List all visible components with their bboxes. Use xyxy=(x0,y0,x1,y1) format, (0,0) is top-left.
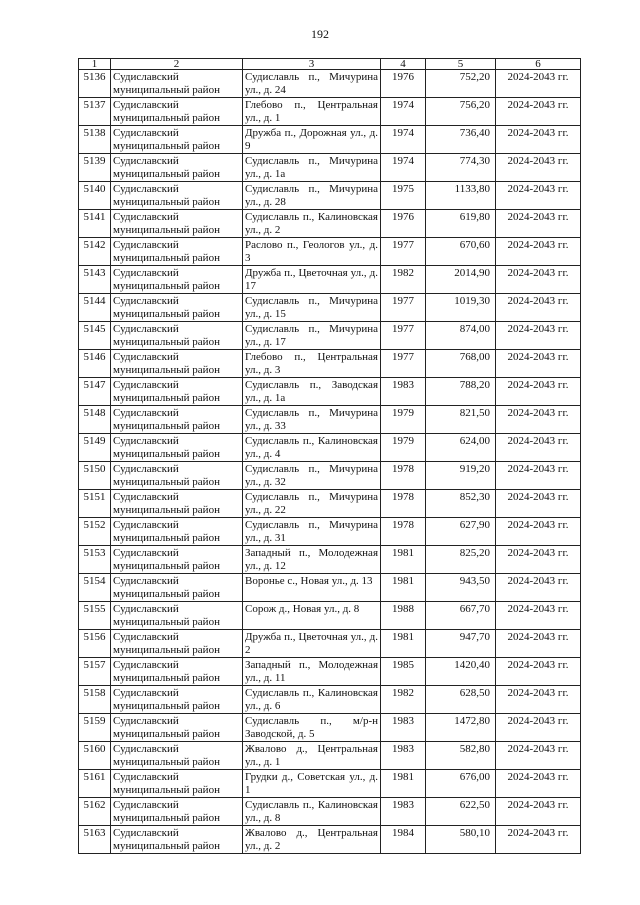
cell-address: Судиславль п., Мичурина ул., д. 28 xyxy=(243,182,381,210)
cell-address: Грудки д., Советская ул., д. 1 xyxy=(243,770,381,798)
cell-address: Воронье с., Новая ул., д. 13 xyxy=(243,574,381,602)
cell-number: 5136 xyxy=(79,70,111,98)
cell-address: Судиславль п., Мичурина ул., д. 1а xyxy=(243,154,381,182)
column-number: 2 xyxy=(111,59,243,70)
cell-year: 1983 xyxy=(381,742,426,770)
cell-number: 5147 xyxy=(79,378,111,406)
cell-period: 2024-2043 гг. xyxy=(496,742,581,770)
cell-area: 752,20 xyxy=(426,70,496,98)
table-row xyxy=(79,798,581,826)
cell-year: 1983 xyxy=(381,798,426,826)
cell-district: Судиславский муниципальный район xyxy=(111,126,243,154)
cell-period: 2024-2043 гг. xyxy=(496,434,581,462)
table-row xyxy=(79,70,581,98)
cell-address: Судиславль п., Мичурина ул., д. 24 xyxy=(243,70,381,98)
cell-year: 1974 xyxy=(381,126,426,154)
cell-district: Судиславский муниципальный район xyxy=(111,154,243,182)
cell-year: 1983 xyxy=(381,714,426,742)
cell-year: 1977 xyxy=(381,322,426,350)
cell-year: 1974 xyxy=(381,98,426,126)
cell-district: Судиславский муниципальный район xyxy=(111,826,243,854)
table-row xyxy=(79,742,581,770)
cell-address: Судиславль п., Мичурина ул., д. 32 xyxy=(243,462,381,490)
cell-period: 2024-2043 гг. xyxy=(496,686,581,714)
cell-address: Судиславль п., Мичурина ул., д. 17 xyxy=(243,322,381,350)
cell-year: 1978 xyxy=(381,518,426,546)
cell-period: 2024-2043 гг. xyxy=(496,602,581,630)
table-row xyxy=(79,126,581,154)
cell-year: 1976 xyxy=(381,70,426,98)
cell-period: 2024-2043 гг. xyxy=(496,238,581,266)
column-number-row xyxy=(79,59,581,70)
cell-year: 1982 xyxy=(381,686,426,714)
table-row xyxy=(79,154,581,182)
cell-number: 5153 xyxy=(79,546,111,574)
cell-district: Судиславский муниципальный район xyxy=(111,630,243,658)
register-table xyxy=(78,58,581,854)
cell-address: Жвалово д., Центральная ул., д. 2 xyxy=(243,826,381,854)
column-number: 5 xyxy=(426,59,496,70)
cell-address: Глебово п., Центральная ул., д. 1 xyxy=(243,98,381,126)
cell-period: 2024-2043 гг. xyxy=(496,98,581,126)
cell-area: 628,50 xyxy=(426,686,496,714)
cell-district: Судиславский муниципальный район xyxy=(111,238,243,266)
cell-area: 2014,90 xyxy=(426,266,496,294)
cell-number: 5139 xyxy=(79,154,111,182)
table-row xyxy=(79,210,581,238)
cell-area: 670,60 xyxy=(426,238,496,266)
cell-period: 2024-2043 гг. xyxy=(496,406,581,434)
cell-area: 619,80 xyxy=(426,210,496,238)
cell-period: 2024-2043 гг. xyxy=(496,322,581,350)
cell-area: 825,20 xyxy=(426,546,496,574)
cell-year: 1978 xyxy=(381,490,426,518)
cell-address: Судиславль п., Мичурина ул., д. 15 xyxy=(243,294,381,322)
cell-period: 2024-2043 гг. xyxy=(496,266,581,294)
cell-period: 2024-2043 гг. xyxy=(496,826,581,854)
cell-district: Судиславский муниципальный район xyxy=(111,294,243,322)
table-row xyxy=(79,826,581,854)
cell-area: 756,20 xyxy=(426,98,496,126)
cell-district: Судиславский муниципальный район xyxy=(111,462,243,490)
cell-number: 5162 xyxy=(79,798,111,826)
table-row xyxy=(79,462,581,490)
cell-year: 1981 xyxy=(381,630,426,658)
table-row xyxy=(79,714,581,742)
cell-area: 667,70 xyxy=(426,602,496,630)
table-row xyxy=(79,238,581,266)
cell-area: 1472,80 xyxy=(426,714,496,742)
column-number: 3 xyxy=(243,59,381,70)
cell-period: 2024-2043 гг. xyxy=(496,546,581,574)
table-row xyxy=(79,770,581,798)
cell-year: 1974 xyxy=(381,154,426,182)
cell-year: 1988 xyxy=(381,602,426,630)
cell-area: 622,50 xyxy=(426,798,496,826)
cell-number: 5141 xyxy=(79,210,111,238)
cell-period: 2024-2043 гг. xyxy=(496,154,581,182)
cell-period: 2024-2043 гг. xyxy=(496,294,581,322)
cell-area: 852,30 xyxy=(426,490,496,518)
cell-period: 2024-2043 гг. xyxy=(496,490,581,518)
cell-period: 2024-2043 гг. xyxy=(496,350,581,378)
cell-district: Судиславский муниципальный район xyxy=(111,98,243,126)
cell-number: 5150 xyxy=(79,462,111,490)
cell-address: Дружба п., Дорожная ул., д. 9 xyxy=(243,126,381,154)
table-row xyxy=(79,322,581,350)
cell-year: 1983 xyxy=(381,378,426,406)
cell-year: 1981 xyxy=(381,574,426,602)
cell-area: 821,50 xyxy=(426,406,496,434)
cell-district: Судиславский муниципальный район xyxy=(111,490,243,518)
table-row xyxy=(79,98,581,126)
cell-district: Судиславский муниципальный район xyxy=(111,574,243,602)
cell-number: 5138 xyxy=(79,126,111,154)
cell-number: 5159 xyxy=(79,714,111,742)
cell-district: Судиславский муниципальный район xyxy=(111,182,243,210)
cell-address: Дружба п., Цветочная ул., д. 2 xyxy=(243,630,381,658)
cell-address: Западный п., Молодежная ул., д. 12 xyxy=(243,546,381,574)
table-row xyxy=(79,182,581,210)
cell-address: Судиславль п., Заводская ул., д. 1а xyxy=(243,378,381,406)
cell-number: 5142 xyxy=(79,238,111,266)
cell-number: 5137 xyxy=(79,98,111,126)
cell-address: Раслово п., Геологов ул., д. 3 xyxy=(243,238,381,266)
cell-area: 788,20 xyxy=(426,378,496,406)
cell-district: Судиславский муниципальный район xyxy=(111,546,243,574)
cell-area: 736,40 xyxy=(426,126,496,154)
table-row xyxy=(79,490,581,518)
cell-number: 5158 xyxy=(79,686,111,714)
cell-year: 1981 xyxy=(381,546,426,574)
cell-period: 2024-2043 гг. xyxy=(496,714,581,742)
column-number: 6 xyxy=(496,59,581,70)
cell-area: 1133,80 xyxy=(426,182,496,210)
cell-year: 1982 xyxy=(381,266,426,294)
cell-area: 624,00 xyxy=(426,434,496,462)
cell-year: 1978 xyxy=(381,462,426,490)
table-row xyxy=(79,630,581,658)
cell-period: 2024-2043 гг. xyxy=(496,210,581,238)
cell-number: 5161 xyxy=(79,770,111,798)
table-row xyxy=(79,518,581,546)
cell-number: 5146 xyxy=(79,350,111,378)
cell-address: Глебово п., Центральная ул., д. 3 xyxy=(243,350,381,378)
cell-address: Дружба п., Цветочная ул., д. 17 xyxy=(243,266,381,294)
cell-address: Судиславль п., Мичурина ул., д. 31 xyxy=(243,518,381,546)
cell-district: Судиславский муниципальный район xyxy=(111,770,243,798)
cell-number: 5160 xyxy=(79,742,111,770)
cell-period: 2024-2043 гг. xyxy=(496,574,581,602)
cell-period: 2024-2043 гг. xyxy=(496,378,581,406)
cell-district: Судиславский муниципальный район xyxy=(111,378,243,406)
cell-number: 5148 xyxy=(79,406,111,434)
cell-district: Судиславский муниципальный район xyxy=(111,518,243,546)
cell-number: 5163 xyxy=(79,826,111,854)
cell-district: Судиславский муниципальный район xyxy=(111,266,243,294)
cell-district: Судиславский муниципальный район xyxy=(111,434,243,462)
cell-district: Судиславский муниципальный район xyxy=(111,322,243,350)
column-number: 4 xyxy=(381,59,426,70)
cell-area: 676,00 xyxy=(426,770,496,798)
cell-year: 1984 xyxy=(381,826,426,854)
cell-district: Судиславский муниципальный район xyxy=(111,798,243,826)
cell-number: 5140 xyxy=(79,182,111,210)
table-row xyxy=(79,574,581,602)
cell-number: 5145 xyxy=(79,322,111,350)
cell-period: 2024-2043 гг. xyxy=(496,630,581,658)
cell-number: 5152 xyxy=(79,518,111,546)
cell-year: 1977 xyxy=(381,294,426,322)
table-row xyxy=(79,434,581,462)
cell-number: 5143 xyxy=(79,266,111,294)
cell-period: 2024-2043 гг. xyxy=(496,770,581,798)
cell-address: Судиславль п., Калиновская ул., д. 2 xyxy=(243,210,381,238)
cell-period: 2024-2043 гг. xyxy=(496,70,581,98)
cell-area: 943,50 xyxy=(426,574,496,602)
cell-district: Судиславский муниципальный район xyxy=(111,350,243,378)
cell-address: Сорож д., Новая ул., д. 8 xyxy=(243,602,381,630)
cell-address: Судиславль п., Мичурина ул., д. 33 xyxy=(243,406,381,434)
cell-district: Судиславский муниципальный район xyxy=(111,210,243,238)
cell-period: 2024-2043 гг. xyxy=(496,798,581,826)
cell-address: Судиславль п., м/р-н Заводской, д. 5 xyxy=(243,714,381,742)
cell-year: 1979 xyxy=(381,406,426,434)
cell-address: Судиславль п., Калиновская ул., д. 8 xyxy=(243,798,381,826)
cell-area: 1420,40 xyxy=(426,658,496,686)
cell-district: Судиславский муниципальный район xyxy=(111,602,243,630)
table-row xyxy=(79,602,581,630)
cell-year: 1975 xyxy=(381,182,426,210)
cell-district: Судиславский муниципальный район xyxy=(111,714,243,742)
cell-district: Судиславский муниципальный район xyxy=(111,742,243,770)
table-row xyxy=(79,406,581,434)
cell-address: Судиславль п., Калиновская ул., д. 6 xyxy=(243,686,381,714)
cell-area: 1019,30 xyxy=(426,294,496,322)
cell-district: Судиславский муниципальный район xyxy=(111,658,243,686)
cell-period: 2024-2043 гг. xyxy=(496,658,581,686)
table-row xyxy=(79,546,581,574)
cell-address: Судиславль п., Мичурина ул., д. 22 xyxy=(243,490,381,518)
cell-district: Судиславский муниципальный район xyxy=(111,406,243,434)
cell-year: 1979 xyxy=(381,434,426,462)
cell-number: 5151 xyxy=(79,490,111,518)
table-row xyxy=(79,294,581,322)
cell-address: Западный п., Молодежная ул., д. 11 xyxy=(243,658,381,686)
table-row xyxy=(79,658,581,686)
cell-address: Жвалово д., Центральная ул., д. 1 xyxy=(243,742,381,770)
cell-period: 2024-2043 гг. xyxy=(496,462,581,490)
table-row xyxy=(79,378,581,406)
cell-area: 947,70 xyxy=(426,630,496,658)
cell-area: 774,30 xyxy=(426,154,496,182)
cell-area: 768,00 xyxy=(426,350,496,378)
cell-address: Судиславль п., Калиновская ул., д. 4 xyxy=(243,434,381,462)
cell-area: 874,00 xyxy=(426,322,496,350)
cell-district: Судиславский муниципальный район xyxy=(111,70,243,98)
table-row xyxy=(79,350,581,378)
cell-number: 5156 xyxy=(79,630,111,658)
cell-number: 5154 xyxy=(79,574,111,602)
table-row xyxy=(79,686,581,714)
cell-area: 582,80 xyxy=(426,742,496,770)
cell-year: 1977 xyxy=(381,350,426,378)
cell-number: 5149 xyxy=(79,434,111,462)
cell-year: 1976 xyxy=(381,210,426,238)
cell-number: 5157 xyxy=(79,658,111,686)
cell-year: 1977 xyxy=(381,238,426,266)
table-row xyxy=(79,266,581,294)
cell-number: 5144 xyxy=(79,294,111,322)
cell-district: Судиславский муниципальный район xyxy=(111,686,243,714)
cell-period: 2024-2043 гг. xyxy=(496,182,581,210)
cell-area: 627,90 xyxy=(426,518,496,546)
cell-period: 2024-2043 гг. xyxy=(496,518,581,546)
page-number: 192 xyxy=(311,27,329,41)
cell-period: 2024-2043 гг. xyxy=(496,126,581,154)
cell-area: 919,20 xyxy=(426,462,496,490)
cell-year: 1985 xyxy=(381,658,426,686)
column-number: 1 xyxy=(79,59,111,70)
cell-area: 580,10 xyxy=(426,826,496,854)
cell-number: 5155 xyxy=(79,602,111,630)
cell-year: 1981 xyxy=(381,770,426,798)
